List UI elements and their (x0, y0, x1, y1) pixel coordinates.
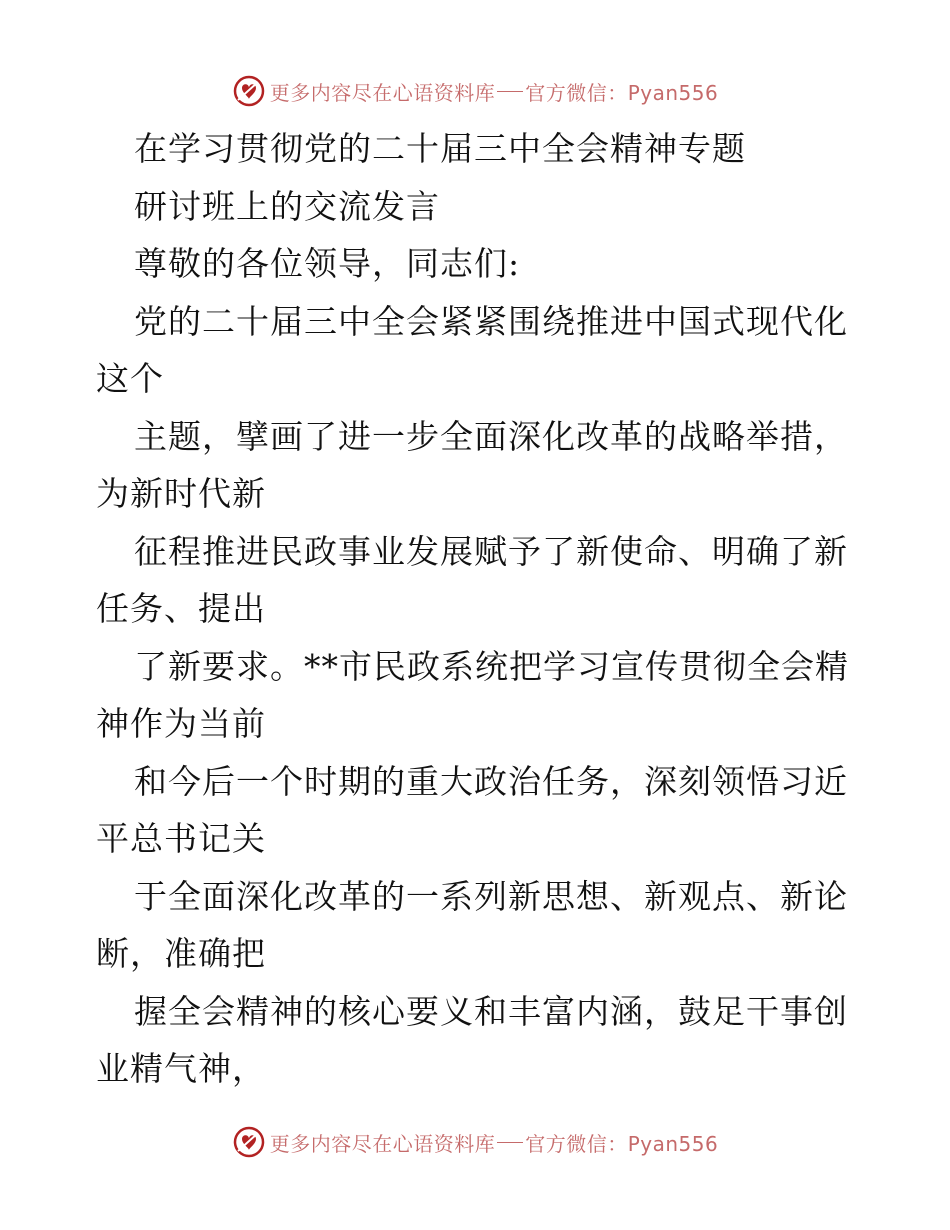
header-watermark (0, 71, 950, 111)
text-line: 主题，擘画了进一步全面深化改革的战略举措， (134, 416, 848, 456)
text-line: 于全面深化改革的一系列新思想、新观点、新论 (134, 876, 848, 916)
document-body (96, 120, 856, 1098)
text-line: 为新时代新 (96, 474, 266, 513)
watermark-prefix: 更多内容尽在心语资料库 (269, 80, 496, 105)
text-line: 这个 (96, 359, 164, 398)
watermark-suffix: 官方微信：Pyan556 (525, 80, 719, 105)
watermark-dash (497, 1142, 523, 1143)
text-line: 任务、提出 (96, 589, 266, 628)
text-line: 征程推进民政事业发展赋予了新使命、明确了新 (134, 531, 848, 571)
watermark-dash (497, 91, 523, 92)
watermark-suffix: 官方微信：Pyan556 (525, 1131, 719, 1156)
text-line: 尊敬的各位领导，同志们: (134, 244, 521, 283)
heart-logo-icon (232, 74, 266, 108)
text-line: 业精气神， (96, 1049, 266, 1088)
text-line: 党的二十届三中全会紧紧围绕推进中国式现代化 (134, 301, 848, 341)
footer-watermark (0, 1122, 950, 1162)
heart-logo-icon (232, 1125, 266, 1159)
text-line: 在学习贯彻党的二十届三中全会精神专题 (134, 129, 746, 168)
text-line: 平总书记关 (96, 819, 266, 858)
text-line: 和今后一个时期的重大政治任务，深刻领悟习近 (134, 761, 848, 801)
text-line: 神作为当前 (96, 704, 266, 743)
watermark-prefix: 更多内容尽在心语资料库 (269, 1131, 496, 1156)
text-line: 了新要求。**市民政系统把学习宣传贯彻全会精 (134, 646, 849, 686)
text-line: 握全会精神的核心要义和丰富内涵，鼓足干事创 (134, 991, 848, 1031)
text-line: 研讨班上的交流发言 (134, 186, 440, 226)
text-line: 断，准确把 (96, 934, 266, 973)
